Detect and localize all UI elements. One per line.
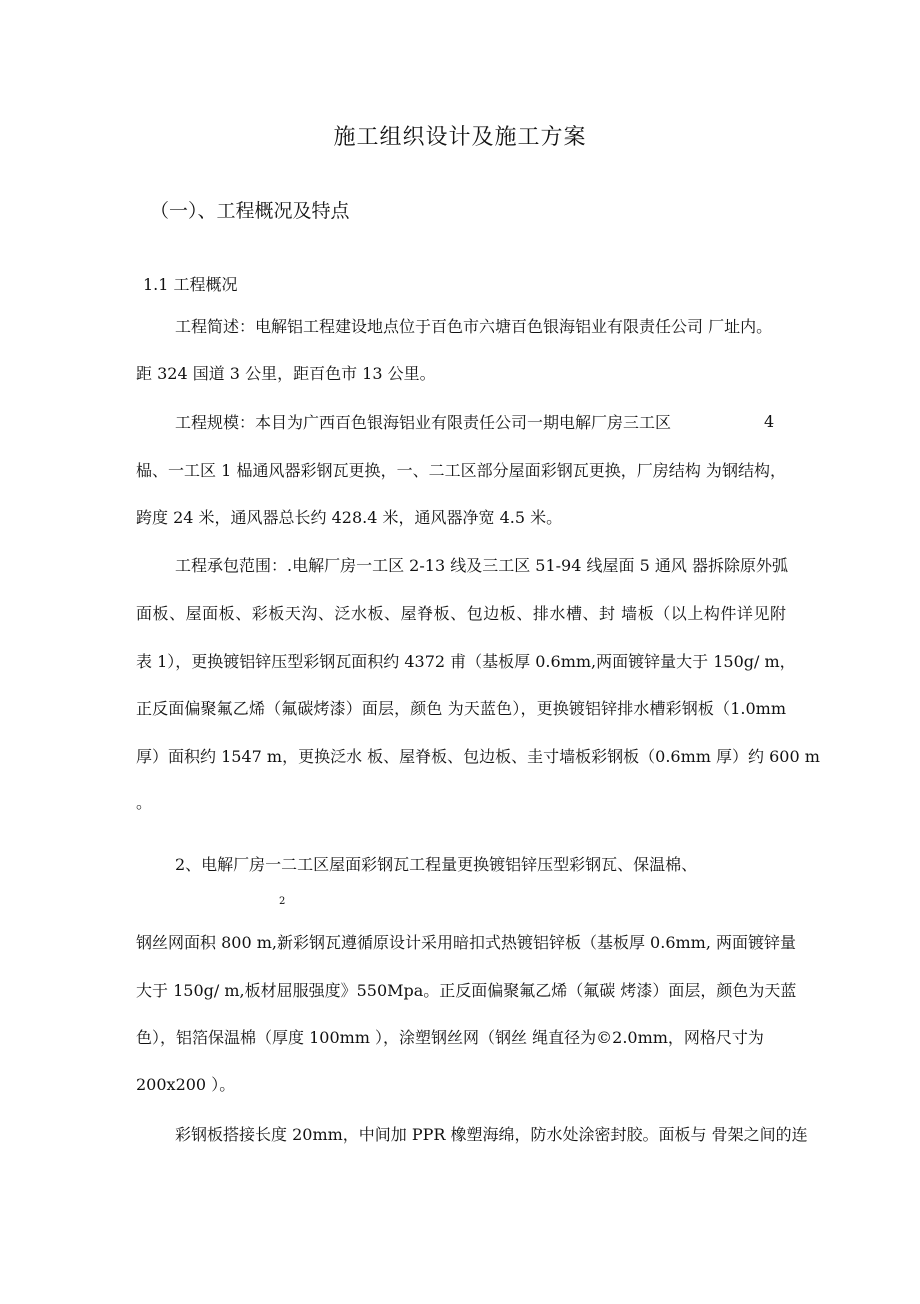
paragraph-line: 跨度 24 米，通风器总长约 428.4 米，通风器净宽 4.5 米。 bbox=[136, 508, 563, 527]
paragraph-line: 钢丝网面积 800 m,新彩钢瓦遵循原设计采用暗扣式热镀铝锌板（基板厚 0.6mm, 两面镀锌量 bbox=[136, 933, 797, 952]
paragraph-fragment: 4 bbox=[764, 412, 775, 431]
paragraph-line: 工程简述：电解铝工程建设地点位于百色市六塘百色银海铝业有限责任公司 厂址内。 bbox=[175, 317, 773, 336]
paragraph-line: 面板、屋面板、彩板天沟、泛水板、屋脊板、包边板、排水槽、封 墙板（以上构件详见附 bbox=[136, 604, 786, 623]
paragraph-line: 厚）面积约 1547 m，更换泛水 板、屋脊板、包边板、圭寸墙板彩钢板（0.6mm 厚）约 600 m bbox=[136, 747, 820, 766]
paragraph-line: 。 bbox=[136, 793, 153, 812]
paragraph-line: 色），铝箔保温棉（厚度 100mm ），涂塑钢丝网（钢丝 绳直径为©2.0mm，网格尺寸为 bbox=[136, 1028, 764, 1047]
paragraph-line: 榀、一工区 1 榀通风器彩钢瓦更换，一、二工区部分屋面彩钢瓦更换，厂房结构 为钢结构， bbox=[136, 461, 786, 480]
section-heading: （一）、工程概况及特点 bbox=[150, 200, 350, 222]
paragraph-line: 距 324 国道 3 公里，距百色市 13 公里。 bbox=[136, 364, 436, 383]
paragraph-line: 表 1），更换镀铝锌压型彩钢瓦面积约 4372 甫（基板厚 0.6mm,两面镀锌量大于 150g/ m， bbox=[136, 652, 796, 671]
paragraph-line: 大于 150g/ m,板材屈服强度》550Mpa。正反面偏聚氟乙烯（氟碳 烤漆）面层，颜色为天蓝 bbox=[136, 981, 797, 1000]
superscript-mark: 2 bbox=[279, 896, 286, 907]
paragraph-line: 工程规模：本目为广西百色银海铝业有限责任公司一期电解厂房三工区 bbox=[175, 413, 672, 432]
paragraph-line: 工程承包范围：.电解厂房一工区 2-13 线及三工区 51-94 线屋面 5 通风 器拆除原外弧 bbox=[175, 556, 788, 575]
document-title: 施工组织设计及施工方案 bbox=[333, 125, 587, 150]
paragraph-line: 2、电解厂房一二工区屋面彩钢瓦工程量更换镀铝锌压型彩钢瓦、保温棉、 bbox=[175, 855, 698, 874]
paragraph-line: 正反面偏聚氟乙烯（氟碳烤漆）面层，颜色 为天蓝色），更换镀铝锌排水槽彩钢板（1.0mm bbox=[136, 699, 786, 718]
paragraph-line: 彩钢板搭接长度 20mm，中间加 PPR 橡塑海绵，防水处涂密封胶。面板与 骨架之间的连 bbox=[175, 1125, 808, 1144]
paragraph-line: 200x200 ）。 bbox=[136, 1075, 236, 1094]
subsection-heading: 1.1 工程概况 bbox=[143, 275, 238, 294]
